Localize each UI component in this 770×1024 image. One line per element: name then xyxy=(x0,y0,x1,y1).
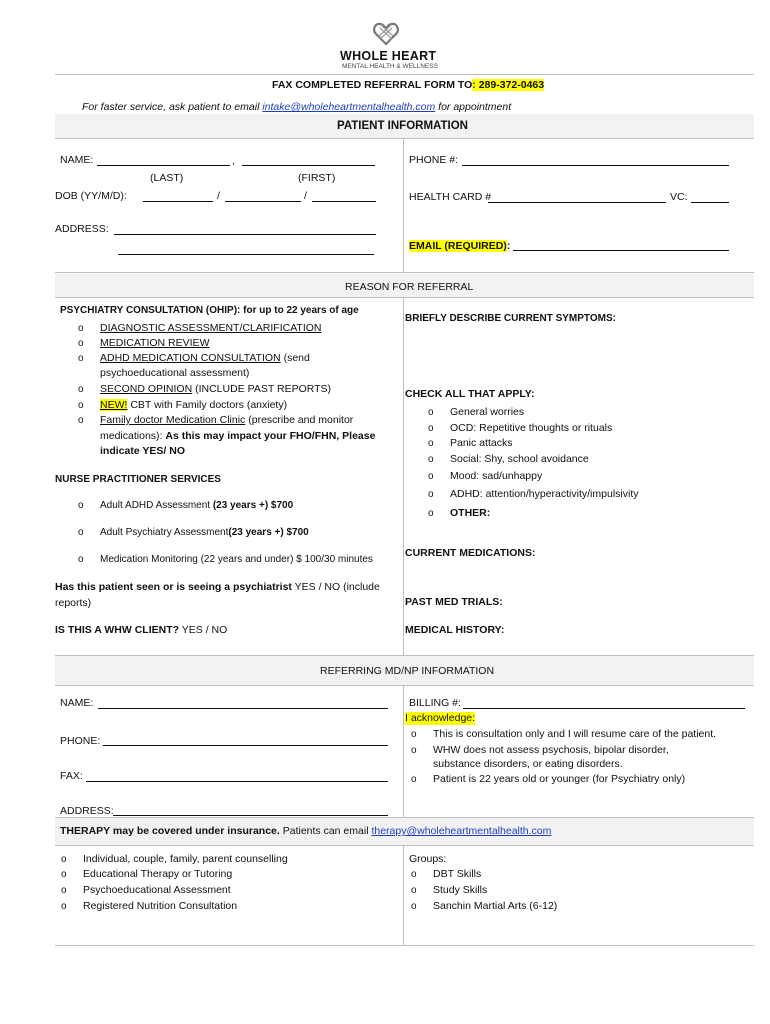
psych-bullet[interactable]: o xyxy=(78,384,84,395)
np-bullet[interactable]: o xyxy=(78,500,84,511)
new-badge: NEW! xyxy=(100,399,128,411)
patient-email-field[interactable] xyxy=(513,250,729,251)
dob-sep-2: / xyxy=(304,190,307,202)
group-bullet[interactable]: o xyxy=(411,885,417,896)
psych-consult-title: PSYCHIATRY CONSULTATION (OHIP): for up to 22 years of age xyxy=(60,305,359,316)
therapy-item[interactable]: Registered Nutrition Consultation xyxy=(83,900,238,912)
check-item-other[interactable]: OTHER: xyxy=(450,507,491,519)
fax-line xyxy=(272,79,544,92)
intake-email-link[interactable]: intake@wholeheartmentalhealth.com xyxy=(262,101,436,113)
reason-section-title: REASON FOR REFERRAL xyxy=(345,281,474,293)
whw-client-text: IS THIS A WHW CLIENT? xyxy=(55,624,180,636)
group-item[interactable]: Study Skills xyxy=(433,884,488,896)
second-opinion-note: (INCLUDE PAST REPORTS) xyxy=(192,383,332,395)
fax-label: FAX COMPLETED REFERRAL FORM TO xyxy=(272,79,473,91)
health-card-label: HEALTH CARD # xyxy=(409,191,492,203)
np-bullet[interactable]: o xyxy=(78,527,84,538)
np-adult-adhd-option[interactable] xyxy=(100,499,293,512)
fdmc-label: Family doctor Medication Clinic xyxy=(100,414,246,426)
therapy-bullet[interactable]: o xyxy=(61,901,67,912)
therapy-bullet[interactable]: o xyxy=(61,869,67,880)
psychiatrist-reports: reports) xyxy=(55,597,92,609)
ack-item[interactable]: WHW does not assess psychosis, bipolar disorder, xyxy=(433,744,669,756)
check-bullet[interactable]: o xyxy=(428,407,434,418)
cbt-label: CBT with Family doctors xyxy=(127,399,244,411)
check-all-title: CHECK ALL THAT APPLY: xyxy=(405,388,535,400)
dob-sep-1: / xyxy=(217,190,220,202)
logo xyxy=(330,22,440,74)
vc-field[interactable] xyxy=(691,202,729,203)
dob-year-field[interactable] xyxy=(143,201,213,202)
dob-day-field[interactable] xyxy=(312,201,376,202)
psych-diagnostic-option[interactable]: DIAGNOSTIC ASSESSMENT/CLARIFICATION xyxy=(100,322,322,334)
np-adhd-label: Adult ADHD Assessment xyxy=(100,500,213,511)
dob-month-field[interactable] xyxy=(225,201,301,202)
np-psych-price: (23 years +) $700 xyxy=(228,527,309,538)
ack-item[interactable]: Patient is 22 years old or younger (for Psychiatry only) xyxy=(433,773,686,785)
therapy-text: Patients can email xyxy=(279,825,372,837)
cbt-note: (anxiety) xyxy=(243,399,288,411)
psych-second-opinion-option[interactable] xyxy=(100,383,331,396)
np-psych-label: Adult Psychiatry Assessment xyxy=(100,527,229,538)
check-item[interactable]: OCD: Repetitive thoughts or rituals xyxy=(450,422,613,434)
check-item[interactable]: Panic attacks xyxy=(450,437,513,449)
group-bullet[interactable]: o xyxy=(411,901,417,912)
past-med-trials-label: PAST MED TRIALS: xyxy=(405,596,503,608)
fhn-notice-2: indicate YES/ NO xyxy=(100,445,185,457)
dob-label: DOB (YY/M/D): xyxy=(55,190,127,202)
group-item[interactable]: DBT Skills xyxy=(433,868,482,880)
current-meds-label: CURRENT MEDICATIONS: xyxy=(405,547,536,559)
logo-tagline: MENTAL HEALTH & WELLNESS xyxy=(342,63,438,70)
check-bullet[interactable]: o xyxy=(428,423,434,434)
psych-family-clinic-option[interactable] xyxy=(100,414,353,427)
whw-client-question xyxy=(55,624,227,637)
ref-phone-label: PHONE: xyxy=(60,735,101,747)
check-item[interactable]: Social: Shy, school avoidance xyxy=(450,453,589,465)
check-bullet[interactable]: o xyxy=(428,454,434,465)
therapy-item[interactable]: Educational Therapy or Tutoring xyxy=(83,868,233,880)
ref-name-label: NAME: xyxy=(60,697,94,709)
psych-medication-review-option[interactable]: MEDICATION REVIEW xyxy=(100,337,210,349)
np-adhd-price: (23 years +) $700 xyxy=(212,500,294,511)
ref-fax-label: FAX: xyxy=(60,770,83,782)
psychiatrist-question-options[interactable]: YES / NO (include xyxy=(291,581,380,593)
patient-phone-label: PHONE #: xyxy=(409,154,459,166)
psych-bullet[interactable]: o xyxy=(78,415,84,426)
logo-name: WHOLE HEART xyxy=(340,49,437,63)
ack-bullet[interactable]: o xyxy=(411,729,417,740)
faster-prefix: For faster service, ask patient to email xyxy=(82,101,263,113)
rule xyxy=(55,138,754,139)
whw-client-options[interactable]: YES / NO xyxy=(179,624,228,636)
health-card-field[interactable] xyxy=(488,202,666,203)
fax-number: : 289-372-0463 xyxy=(472,79,545,91)
rule xyxy=(55,685,754,686)
patient-address-field-2[interactable] xyxy=(118,254,374,255)
check-bullet[interactable]: o xyxy=(428,438,434,449)
psych-bullet[interactable]: o xyxy=(78,400,84,411)
adhd-note: (send xyxy=(280,352,310,364)
ref-name-field[interactable] xyxy=(98,708,388,709)
np-adult-psych-option[interactable] xyxy=(100,526,309,539)
check-bullet[interactable]: o xyxy=(428,508,434,519)
psych-adhd-option[interactable] xyxy=(100,352,310,365)
last-label: (LAST) xyxy=(150,172,184,184)
second-opinion-label: SECOND OPINION xyxy=(100,383,193,395)
ack-item-cont: substance disorders, or eating disorders. xyxy=(433,758,623,770)
adhd-label: ADHD MEDICATION CONSULTATION xyxy=(100,352,281,364)
check-item[interactable]: General worries xyxy=(450,406,525,418)
divider xyxy=(403,685,404,817)
vc-label: VC: xyxy=(670,191,688,203)
faster-suffix: for appointment xyxy=(435,101,512,113)
np-bullet[interactable]: o xyxy=(78,554,84,565)
fhn-notice: As this may impact your FHO/FHN, Please xyxy=(165,430,376,442)
ref-address-label: ADDRESS: xyxy=(60,805,114,817)
ref-phone-field[interactable] xyxy=(103,745,388,746)
psych-bullet[interactable]: o xyxy=(78,338,84,349)
check-item[interactable]: Mood: sad/unhappy xyxy=(450,470,543,482)
billing-label: BILLING #: xyxy=(409,697,461,709)
patient-phone-field[interactable] xyxy=(462,165,729,166)
rule xyxy=(55,945,754,946)
therapy-bullet[interactable]: o xyxy=(61,854,67,865)
adhd-note-2: psychoeducational assessment) xyxy=(100,367,250,379)
patient-address-field-1[interactable] xyxy=(114,234,376,235)
patient-email-colon: : xyxy=(506,240,511,252)
psychiatrist-question-text: Has this patient seen or is seeing a psychiatrist xyxy=(55,581,292,593)
billing-field[interactable] xyxy=(463,708,745,709)
first-label: (FIRST) xyxy=(298,172,336,184)
fdmc-line-2 xyxy=(100,430,375,443)
divider xyxy=(403,845,404,945)
np-services-title: NURSE PRACTITIONER SERVICES xyxy=(55,474,221,485)
check-item[interactable]: ADHD: attention/hyperactivity/impulsivity xyxy=(450,488,639,500)
therapy-email-link[interactable]: therapy@wholeheartmentalhealth.com xyxy=(371,825,552,837)
patient-last-name-field[interactable] xyxy=(97,165,230,166)
faster-service-line xyxy=(82,101,511,114)
ref-address-field[interactable] xyxy=(113,815,388,816)
therapy-item[interactable]: Individual, couple, family, parent counselling xyxy=(83,853,288,865)
np-med-monitoring-option[interactable]: Medication Monitoring (22 years and under) $ 100/30 minutes xyxy=(100,554,373,565)
patient-email-label: EMAIL (REQUIRED) xyxy=(409,240,507,252)
ack-bullet[interactable]: o xyxy=(411,745,417,756)
ack-item[interactable]: This is consultation only and I will resume care of the patient. xyxy=(433,728,717,740)
acknowledge-label: I acknowledge: xyxy=(405,712,476,724)
group-item[interactable]: Sanchin Martial Arts (6-12) xyxy=(433,900,558,912)
patient-name-comma: , xyxy=(232,155,235,167)
heart-knot-logo-icon xyxy=(373,22,399,46)
patient-section-title: PATIENT INFORMATION xyxy=(337,120,468,132)
fdmc-note-2: medications): xyxy=(100,430,166,442)
psych-bullet[interactable]: o xyxy=(78,323,84,334)
email-line xyxy=(409,240,510,253)
divider xyxy=(403,297,404,655)
psych-cbt-option[interactable] xyxy=(100,399,287,412)
symptoms-label: BRIEFLY DESCRIBE CURRENT SYMPTOMS: xyxy=(405,313,616,324)
psychiatrist-question xyxy=(55,581,380,594)
check-bullet[interactable]: o xyxy=(428,489,434,500)
divider xyxy=(403,138,404,272)
check-bullet[interactable]: o xyxy=(428,471,434,482)
ack-bullet[interactable]: o xyxy=(411,774,417,785)
therapy-bullet[interactable]: o xyxy=(61,885,67,896)
psych-bullet[interactable]: o xyxy=(78,353,84,364)
header-top-rule xyxy=(55,74,754,75)
rule xyxy=(55,845,754,846)
patient-name-label: NAME: xyxy=(60,154,94,166)
group-bullet[interactable]: o xyxy=(411,869,417,880)
medical-history-label: MEDICAL HISTORY: xyxy=(405,624,505,636)
ref-fax-field[interactable] xyxy=(86,781,388,782)
rule xyxy=(55,297,754,298)
patient-address-label: ADDRESS: xyxy=(55,223,109,235)
patient-first-name-field[interactable] xyxy=(242,165,375,166)
groups-label: Groups: xyxy=(409,853,447,865)
fdmc-note: (prescribe and monitor xyxy=(245,414,354,426)
therapy-item[interactable]: Psychoeducational Assessment xyxy=(83,884,231,896)
therapy-bold-text: THERAPY may be covered under insurance. xyxy=(60,825,280,837)
referring-section-title: REFERRING MD/NP INFORMATION xyxy=(320,665,495,677)
therapy-line xyxy=(60,825,551,838)
